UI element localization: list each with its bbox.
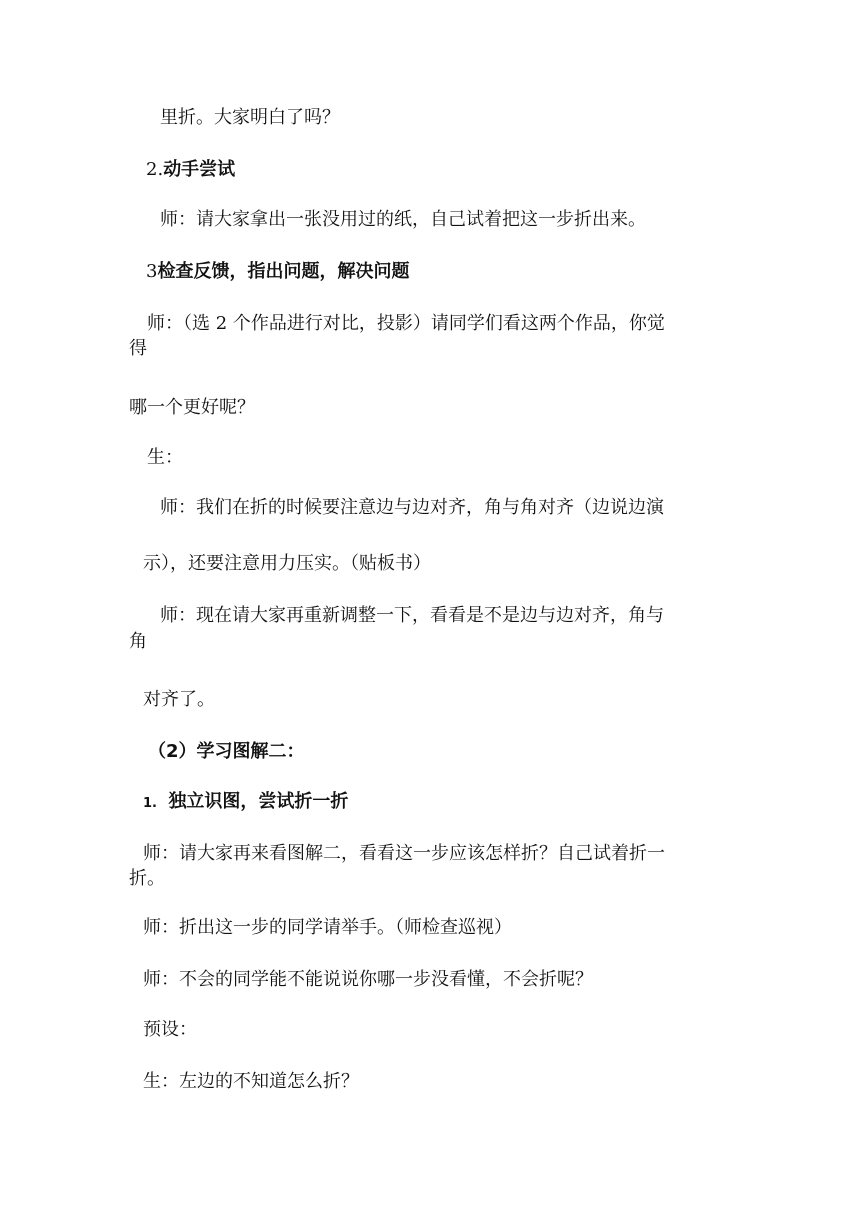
paragraph-line: 角 <box>129 631 147 652</box>
heading-number: 3 <box>146 261 158 282</box>
section-heading <box>146 158 235 182</box>
paragraph-line: 哪一个更好呢？ <box>129 397 255 418</box>
paragraph-line: 生：左边的不知道怎么折？ <box>143 1071 359 1092</box>
paragraph-line: 师：请大家再来看图解二，看看这一步应该怎样折？自己试着折一 <box>143 843 665 864</box>
paragraph-line: 折。 <box>129 868 165 889</box>
heading-text: 独立识图，尝试折一折 <box>168 791 349 812</box>
paragraph-line: 得 <box>129 338 147 359</box>
section-heading <box>146 260 409 284</box>
paragraph-line: 师：折出这一步的同学请举手。（师检查巡视） <box>143 917 512 938</box>
paragraph-line: 示），还要注意用力压实。（贴板书） <box>143 553 431 574</box>
heading-text: 动手尝试 <box>163 159 236 180</box>
heading-text: 检查反馈，指出问题，解决问题 <box>157 261 410 282</box>
paragraph-line: 师：现在请大家再重新调整一下，看看是不是边与边对齐，角与 <box>160 605 664 626</box>
paragraph-line: 预设： <box>143 1019 197 1040</box>
paragraph-line: 对齐了。 <box>143 689 215 710</box>
paragraph-line: 里折。大家明白了吗？ <box>160 107 340 128</box>
paragraph-line: 师：我们在折的时候要注意边与边对齐，角与角对齐（边说边演 <box>160 497 664 518</box>
paragraph-line: 师：不会的同学能不能说说你哪一步没看懂，不会折呢？ <box>143 969 593 990</box>
subsection-heading: （2）学习图解二： <box>148 741 305 762</box>
section-heading <box>143 790 348 816</box>
heading-number: 2. <box>146 159 164 180</box>
paragraph-line: 师：请大家拿出一张没用过的纸，自己试着把这一步折出来。 <box>160 209 646 230</box>
paragraph-line: 师：（选 2 个作品进行对比，投影）请同学们看这两个作品，你觉 <box>147 313 665 334</box>
paragraph-line: 生： <box>147 447 183 468</box>
heading-number: 1. <box>143 796 157 811</box>
